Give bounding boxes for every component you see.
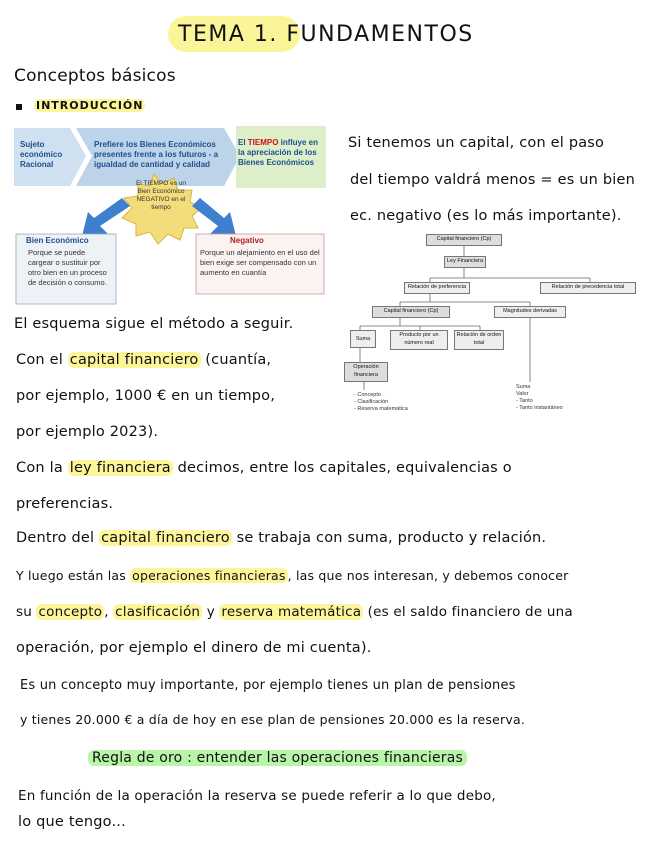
subsection-heading: INTRODUCCIÓN [36, 99, 144, 112]
body-p3: Y luego están las operaciones financieras , las que nos interesan, y debemos conocer [16, 568, 569, 583]
org-magnitudes: Magnitudes derivadas [494, 306, 566, 318]
body-p2: Dentro del capital financiero se trabaja con suma, producto y relación. [16, 530, 547, 546]
org-ley-financiera: Ley Financiera [444, 256, 486, 268]
green-box-text: El TIEMPO influye en la apreciación de los Bienes Económicos [238, 138, 319, 167]
golden-rule: Regla de oro : entender las operaciones financieras [88, 750, 467, 766]
negativo-title: Negativo [230, 236, 264, 245]
org-op-list: - Concepto - Clasificación - Reserva matemática [354, 392, 408, 412]
body-p4: su concepto , clasificación y reserva matemática (es el saldo financiero de una [16, 604, 573, 620]
page-title: TEMA 1. FUNDAMENTOS [178, 22, 474, 47]
org-mag-list: Suma Valor - Tanto - Tanto instantáneo [516, 384, 563, 411]
body-p1: Con la ley financiera decimos, entre los capitales, equivalencias o [16, 460, 512, 476]
left-line-4: por ejemplo 2023). [16, 424, 159, 440]
body-p7: y tienes 20.000 € a día de hoy en ese plan de pensiones 20.000 es la reserva. [20, 712, 525, 727]
org-rel-precedencia: Relación de precedencia total [540, 282, 636, 294]
org-operacion: Operación financiera [344, 362, 388, 382]
org-producto: Producto por un número real [390, 330, 448, 350]
bullet-icon [16, 104, 22, 110]
body-p1-line2: preferencias. [16, 496, 114, 512]
left-line-3: por ejemplo, 1000 € en un tiempo, [16, 388, 276, 404]
bien-title: Bien Económico [26, 236, 89, 245]
arrow-box-1-text: Sujeto económico Racional [20, 140, 63, 169]
body-p8: En función de la operación la reserva se puede referir a lo que debo, [18, 788, 496, 804]
arrow-box-2-text: Prefiere los Bienes Económicos presentes frente a los futuros - a igualdad de cantidad y calidad [94, 140, 219, 169]
right-line-1: Si tenemos un capital, con el paso [348, 135, 605, 151]
right-line-2: del tiempo valdrá menos = es un bien [350, 172, 636, 188]
negativo-text: Porque un alejamiento en el uso del bien exige ser compensado con un aumento en cuantía [200, 248, 320, 277]
org-suma: Suma [350, 330, 376, 348]
org-top: Capital financiero (Cp) [426, 234, 502, 246]
right-line-3: ec. negativo (es lo más importante). [350, 208, 622, 224]
body-p6: Es un concepto muy importante, por ejemplo tienes un plan de pensiones [20, 678, 516, 693]
section-heading: Conceptos básicos [14, 66, 176, 86]
org-rel-preferencia: Relación de preferencia [404, 282, 470, 294]
bien-text: Porque se puede cargear o sustituir por otro bien en un proceso de decisión o consumo. [28, 248, 107, 287]
left-line-1: El esquema sigue el método a seguir. [14, 316, 294, 332]
right-down-arrow [192, 198, 236, 236]
org-capital-financiero: Capital financiero (Cp) [372, 306, 450, 318]
body-p5: operación, por ejemplo el dinero de mi cuenta). [16, 640, 372, 656]
burst-text: El TIEMPO es un Bien Económico NEGATIVO en el tiempo [135, 180, 187, 211]
body-p9: lo que tengo... [18, 814, 126, 830]
org-relacion: Relación de orden total [454, 330, 504, 350]
left-line-2: Con el capital financiero (cuantía, [16, 352, 272, 368]
